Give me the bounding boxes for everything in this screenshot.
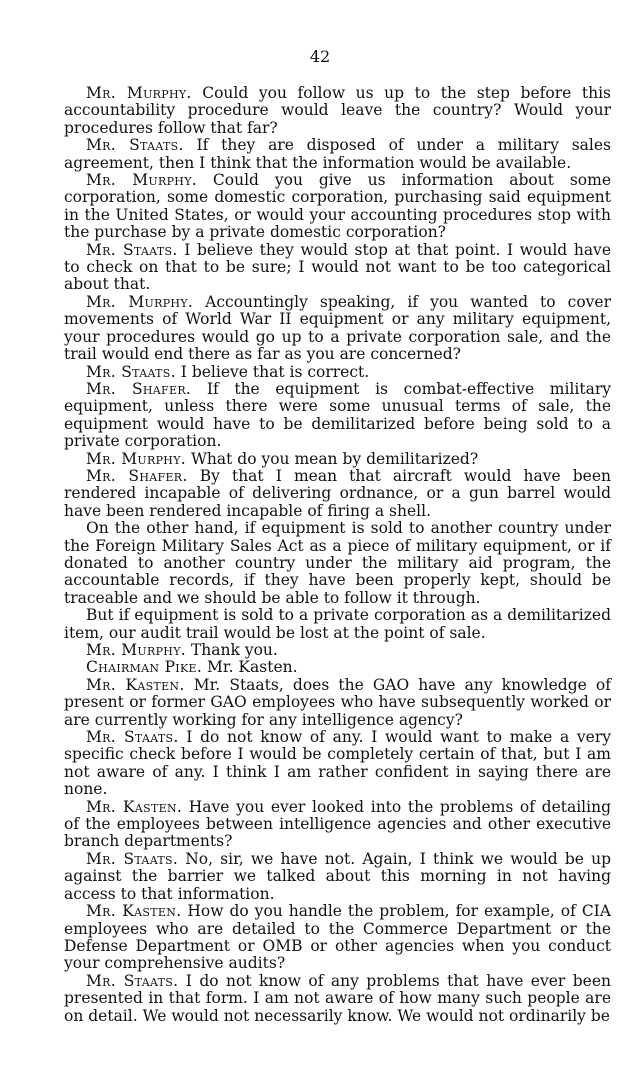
paragraph-text: Have you ever looked into the problems of detailing of the employees between intelligence agencies and other executive branch departments? — [64, 797, 611, 851]
transcript-paragraph — [64, 973, 611, 1025]
transcript-paragraph — [64, 85, 611, 137]
speaker-name: Mr. Staats. — [86, 240, 178, 259]
speaker-name: Mr. Staats. — [86, 362, 176, 381]
transcript-paragraph — [64, 172, 611, 242]
transcript-paragraph — [64, 381, 611, 451]
speaker-name: Mr. Murphy. — [86, 292, 194, 311]
page-number: 42 — [309, 47, 331, 66]
transcript-paragraph — [64, 520, 611, 607]
speaker-name: Mr. Shafer. — [86, 466, 188, 485]
speaker-name: Mr. Kasten. — [86, 675, 185, 694]
paragraph-text: If they are disposed of under a military sales agreement, then I think that the information would be available. — [64, 136, 611, 172]
speaker-name: Mr. Shafer. — [86, 379, 192, 398]
paragraph-text: Could you follow us up to the step before this accountability procedure would leave the country? Would your procedures follow that far? — [64, 84, 611, 137]
transcript-paragraph — [64, 242, 611, 294]
paragraph-text: Mr. Kasten. — [202, 658, 298, 677]
paragraph-text: By that I mean that aircraft would have been rendered incapable of delivering ordnance, or a gun barrel would have been rendered incapable of firing a shell. — [64, 466, 611, 520]
paragraph-text: Thank you. — [186, 641, 278, 659]
transcript-paragraph — [64, 468, 611, 520]
paragraph-text: How do you handle the problem, for example, of CIA employees who are detailed to the Commerce Department or the Defense Department or OMB or other agencies when you conduct your comprehensive audits? — [64, 902, 611, 973]
transcript-paragraph — [64, 903, 611, 973]
speaker-name: Mr. Staats. — [86, 728, 179, 747]
speaker-name: Mr. Staats. — [86, 971, 179, 990]
paragraph-text: I do not know of any problems that have ever been presented in that form. I am not aware of how many such people are on detail. We would not necessarily know. We would not ordinarily be — [64, 971, 611, 1025]
paragraph-text: No, sir, we have not. Again, I think we would be up against the barrier we talked about this morning in not having access to that information. — [64, 849, 611, 903]
transcript-paragraph — [64, 851, 611, 903]
speaker-name: Mr. Murphy. — [86, 641, 187, 659]
transcript-paragraph — [64, 659, 611, 676]
paragraph-text: Could you give us information about some corporation, some domestic corporation, purchasing said equipment in the United States, or would your accounting procedures stop with the purchase by a private domestic corporation? — [64, 171, 611, 242]
transcript-paragraph — [64, 451, 611, 468]
paragraph-text: Accountingly speaking, if you wanted to cover movements of World War II equipment or any military equipment, your procedures would go up to a private corporation sale, and the trail would end there as far as you are concerned? — [64, 292, 611, 364]
speaker-name: Mr. Murphy. — [86, 449, 187, 468]
transcript-paragraph — [64, 294, 611, 364]
speaker-name: Mr. Kasten. — [86, 797, 183, 816]
transcript-paragraph — [64, 137, 611, 172]
transcript-paragraph — [64, 677, 611, 729]
paragraph-text: I believe they would stop at that point. I would have to check on that to be sure; I would not want to be too categorical about that. — [64, 240, 611, 294]
transcript-paragraph — [64, 642, 611, 659]
speaker-name: Chairman Pike. — [86, 658, 203, 677]
paragraph-text: I do not know of any. I would want to make a very specific check before I would be completely certain of that, but I am not aware of any. I think I am rather confident in saying there are none. — [64, 728, 611, 799]
paragraph-text: On the other hand, if equipment is sold to another country under the Foreign Military Sales Act as a piece of military equipment, or if donated to another country under the military aid program, the accountable records, if they have been properly kept, should be traceable and we should be able to follow it through. — [64, 519, 611, 607]
paragraph-text: What do you mean by demilitarized? — [186, 449, 479, 468]
speaker-name: Mr. Staats. — [86, 849, 179, 868]
paragraph-text: Mr. Staats, does the GAO have any knowledge of present or former GAO employees who have subsequently worked or are currently working for any intelligence agency? — [64, 675, 611, 729]
transcript-paragraph — [64, 364, 611, 381]
paragraph-text: I believe that is correct. — [175, 362, 370, 381]
transcript-paragraph — [64, 607, 611, 642]
transcript-paragraph — [64, 799, 611, 851]
transcript-body — [64, 85, 611, 1025]
transcript-paragraph — [64, 729, 611, 799]
speaker-name: Mr. Murphy. — [86, 84, 192, 102]
paragraph-text: But if equipment is sold to a private corporation as a demilitarized item, our audit trail would be lost at the point of sale. — [64, 606, 611, 642]
speaker-name: Mr. Murphy. — [86, 171, 198, 190]
speaker-name: Mr. Staats. — [86, 136, 184, 155]
speaker-name: Mr. Kasten. — [86, 902, 182, 921]
paragraph-text: If the equipment is combat-effective military equipment, unless there were some unusual terms of sale, the equipment would have to be demilitarized before being sold to a private corporation. — [64, 379, 611, 451]
